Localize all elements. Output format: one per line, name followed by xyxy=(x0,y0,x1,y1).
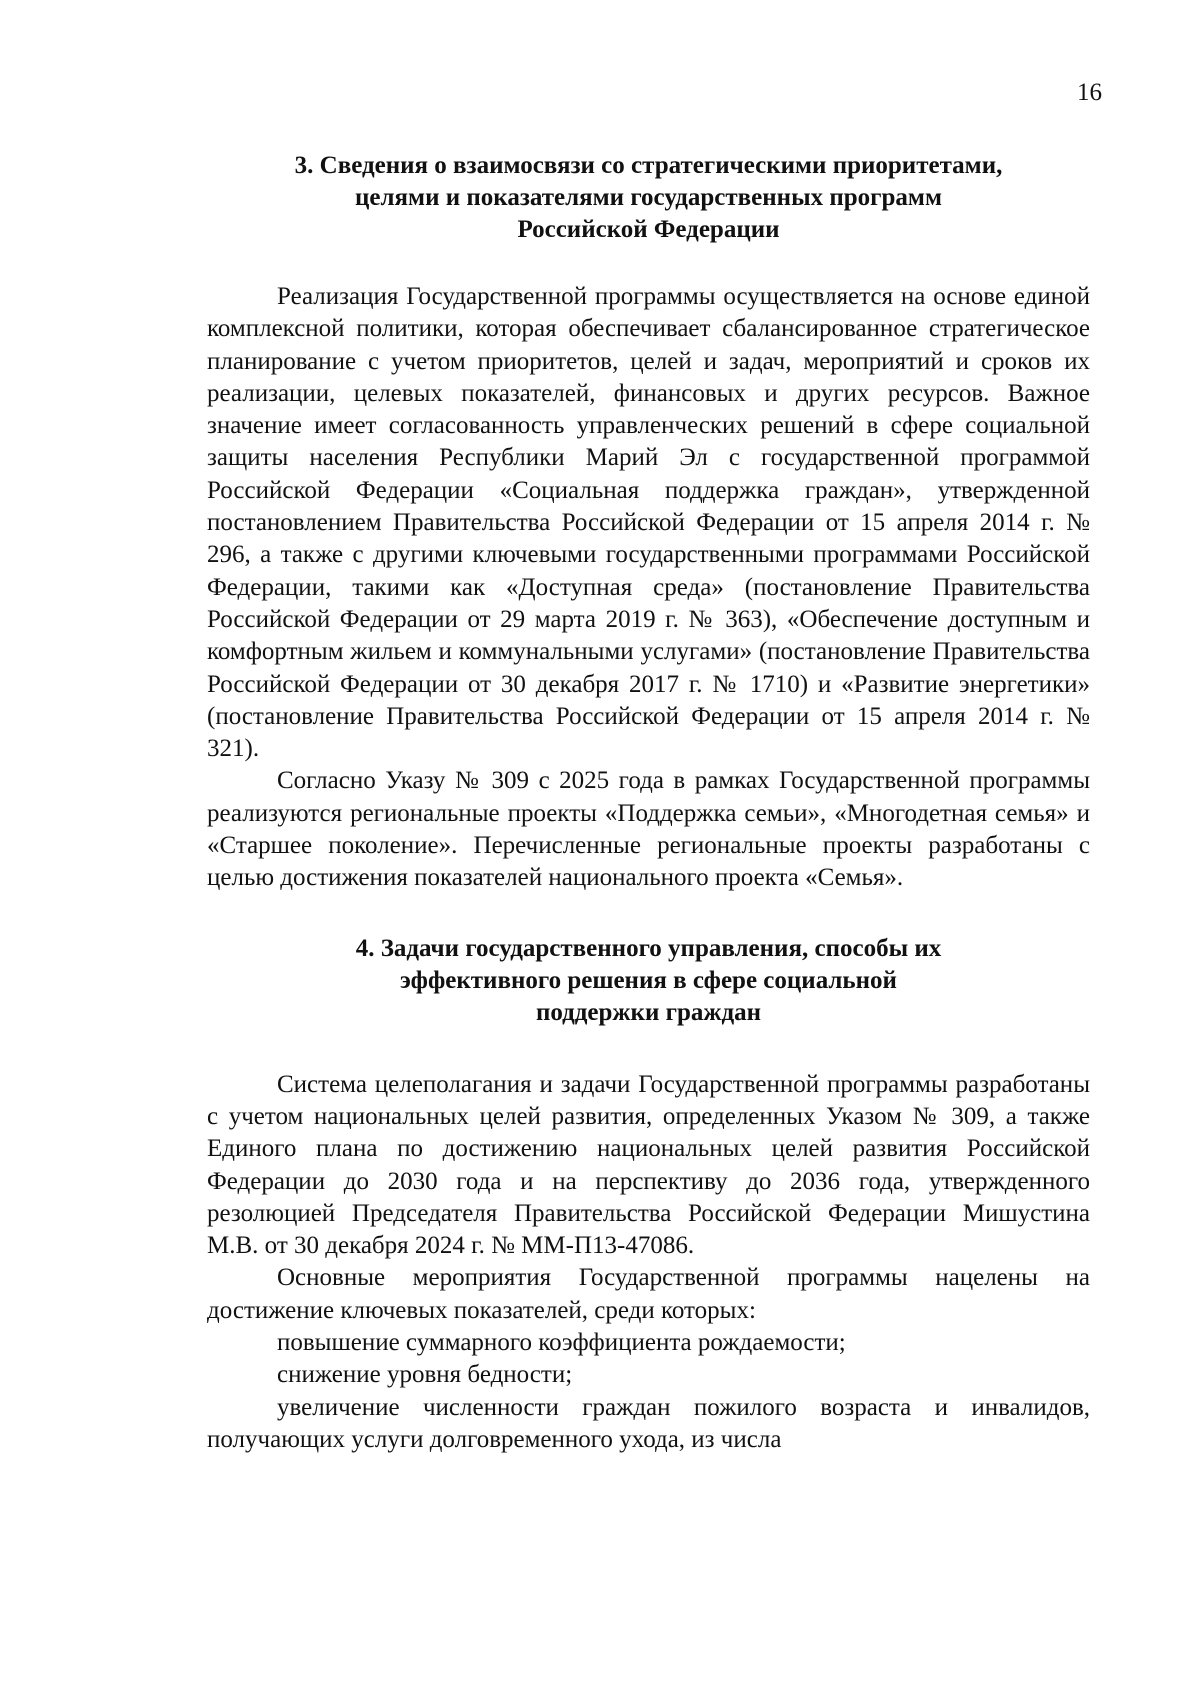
document-body xyxy=(207,150,1090,1456)
section-4-heading-line: 4. Задачи государственного управления, способы их xyxy=(355,934,942,962)
section-3-paragraph: Согласно Указу № 309 с 2025 года в рамках Государственной программы реализуются региональные проекты «Поддержка семьи», «Многодетная семья» и «Старшее поколение». Перечисленные региональные проекты разработаны с целью достижения показателей национального проекта «Семья». xyxy=(207,767,1090,892)
section-4-paragraph: Система целеполагания и задачи Государственной программы разработаны с учетом национальных целей развития, определенных Указом № 309, а также Единого плана по достижению национальных целей развития Российской Федерации до 2030 года и на перспективу до 2036 года, утвержденного резолюцией Председателя Правительства Российской Федерации Мишустина М.В. от 30 декабря 2024 г. № ММ-П13-47086. xyxy=(207,1070,1090,1260)
section-3-heading-line: 3. Сведения о взаимосвязи со стратегическими приоритетами, xyxy=(294,152,1003,179)
section-3-paragraph: Реализация Государственной программы осуществляется на основе единой комплексной политики, которая обеспечивает сбалансированное стратегическое планирование с учетом приоритетов, целей и задач, мероприятий и сроков их реализации, целевых показателей, финансовых и других ресурсов. Важное значение имеет согласованность управленческих решений в сфере социальной защиты населения Республики Марий Эл с государственной программой Российской Федерации «Социальная поддержка граждан», утвержденной постановлением Правительства Российской Федерации от 15 апреля 2014 г. № 296, а также с другими ключевыми государственными программами Российской Федерации, такими как «Доступная среда» (постановление Правительства Российской Федерации от 29 марта 2019 г. № 363), «Обеспечение доступным и комфортным жильем и коммунальными услугами» (постановление Правительства Российской Федерации от 30 декабря 2017 г. № 1710) и «Развитие энергетики» (постановление Правительства Российской Федерации от 15 апреля 2014 г. № 321). xyxy=(207,283,1090,763)
section-3-heading-line: Российской Федерации xyxy=(517,216,780,243)
indicator-list-item: повышение суммарного коэффициента рождаемости; xyxy=(277,1329,846,1357)
indicator-list-item: снижение уровня бедности; xyxy=(277,1361,573,1389)
section-4-heading xyxy=(207,933,1090,1029)
section-4-paragraph: Основные мероприятия Государственной программы нацелены на достижение ключевых показателей, среди которых: xyxy=(207,1264,1090,1324)
section-4-heading-line: эффективного решения в сфере социальной xyxy=(400,966,897,994)
section-3-heading-line: целями и показателями государственных программ xyxy=(355,184,942,211)
indicator-list-item: увеличение численности граждан пожилого возраста и инвалидов, получающих услуги долговременного ухода, из числа xyxy=(207,1393,1090,1453)
section-4-heading-line: поддержки граждан xyxy=(535,998,762,1026)
page-number: 16 xyxy=(1077,79,1102,106)
section-3-heading xyxy=(207,150,1090,246)
